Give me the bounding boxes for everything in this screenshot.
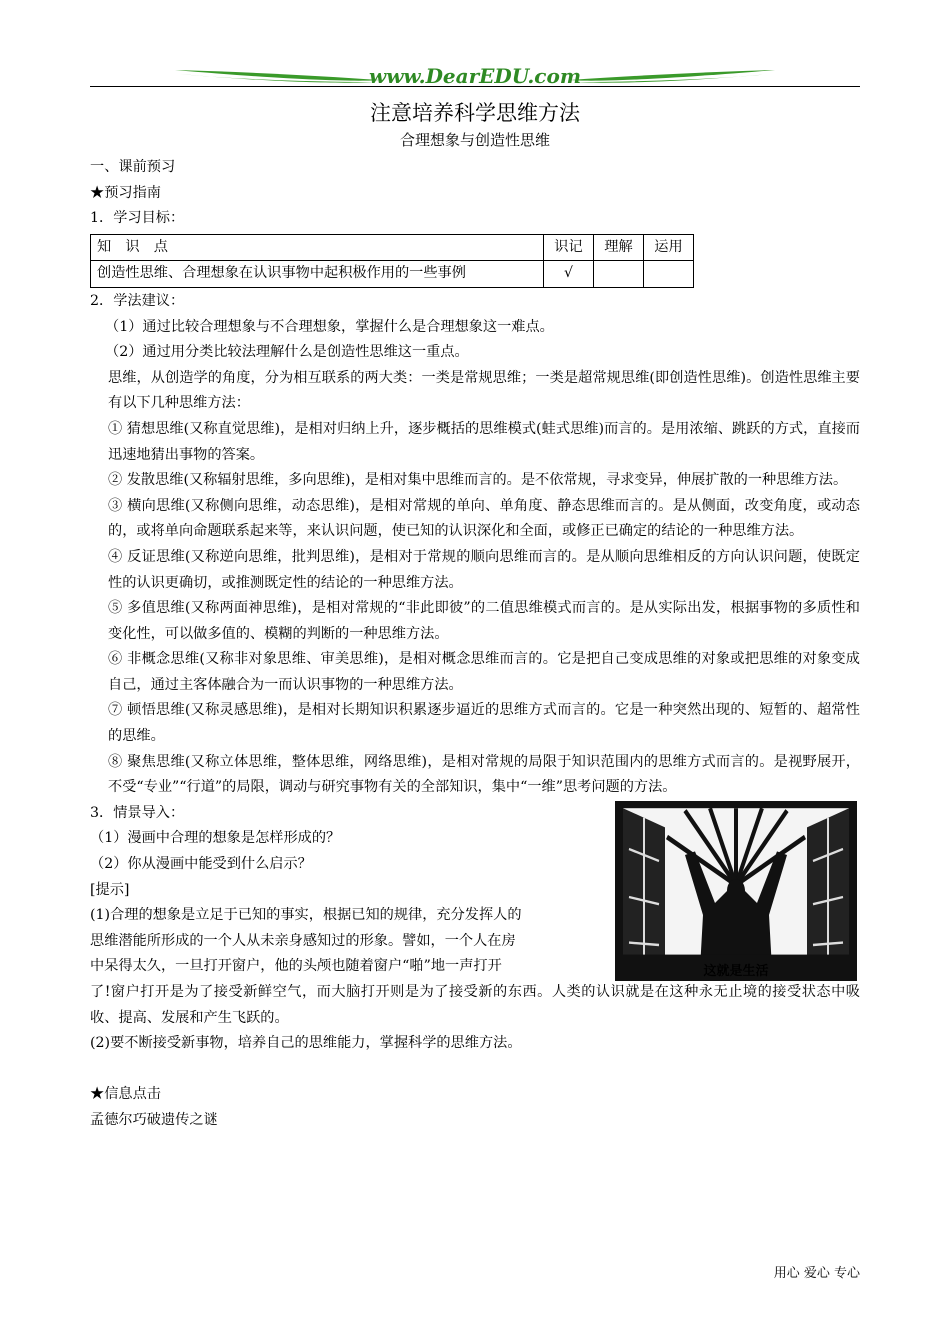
- table-header-row: [91, 234, 694, 261]
- list-item: ⑧ 聚焦思维(又称立体思维，整体思维，网络思维)，是相对常规的局限于知识范围内的思维方式而言的。是视野展开，不受“专业”“行道”的局限，调动与研究事物有关的全部知识，集中“一维”思考问题的方法。: [108, 753, 860, 796]
- method-item: （2）通过用分类比较法理解什么是创造性思维这一重点。: [105, 344, 469, 361]
- table-row: [91, 261, 694, 288]
- page-footer: 用心 爱心 专心: [773, 1266, 860, 1281]
- method-label: 2．学法建议：: [90, 292, 185, 309]
- list-item: ③ 横向思维(又称侧向思维，动态思维)，是相对常规的单向、单角度、静态思维而言的。是从侧面，改变角度，或动态的，或将单向命题联系起来等，来认识问题，使已知的认识深化和全面，或修正已确定的结论的一种思维方法。: [108, 497, 860, 540]
- list-item: ⑤ 多值思维(又称两面神思维)，是相对常规的“非此即彼”的二值思维模式而言的。是从实际出发，根据事物的多质性和变化性，可以做多值的、模糊的判断的一种思维方法。: [108, 600, 860, 642]
- table-header-cell: 运用: [644, 234, 694, 261]
- answer-line: (1)合理的想象是立足于已知的事实，根据已知的规律，充分发挥人的: [90, 907, 522, 924]
- list-item: ② 发散思维(又称辐射思维，多向思维)，是相对集中思维而言的。是不依常规，寻求变异，伸展扩散的一种思维方法。: [108, 472, 848, 489]
- document-body: [90, 155, 860, 1134]
- answer-paragraph: 了!窗户打开是为了接受新鲜空气，而大脑打开则是为了接受新的东西。人类的认识就是在这种永无止境的接受状态中吸收、提高、发展和产生飞跃的。: [90, 984, 860, 1026]
- page-title: 注意培养科学思维方法: [370, 101, 580, 125]
- question-item: （1）漫画中合理的想象是怎样形成的？: [90, 830, 341, 847]
- info-title: 孟德尔巧破遗传之谜: [90, 1111, 218, 1128]
- scene-section: [90, 801, 860, 980]
- answer-paragraph: (2)要不断接受新事物，培养自己的思维能力，掌握科学的思维方法。: [90, 1035, 522, 1052]
- intro-paragraph: 思维，从创造学的角度，分为相互联系的两大类：一类是常规思维；一类是超常规思维(即创造性思维)。创造性思维主要有以下几种思维方法：: [108, 369, 860, 412]
- cartoon-window-image: [615, 801, 857, 981]
- goals-label: 1．学习目标：: [90, 210, 185, 227]
- guide-heading: ★预习指南: [90, 184, 161, 201]
- table-header-cell: 知 识 点: [91, 234, 544, 261]
- cartoon-caption: 这就是生活: [703, 963, 769, 979]
- header-rule: [90, 86, 860, 87]
- page-subtitle: 合理想象与创造性思维: [399, 131, 550, 149]
- hint-label: [提示]: [90, 881, 130, 898]
- spacer: [90, 1057, 860, 1083]
- list-item: ① 猜想思维(又称直觉思维)，是相对归纳上升，逐步概括的思维模式(蛙式思维)而言的。是用浓缩、跳跃的方式，直接而迅速地猜出事物的答案。: [108, 420, 860, 463]
- table-cell: √: [544, 261, 594, 288]
- question-item: （2）你从漫画中能受到什么启示？: [90, 856, 312, 873]
- method-item: （1）通过比较合理想象与不合理想象，掌握什么是合理想象这一难点。: [105, 318, 554, 335]
- info-heading: ★信息点击: [90, 1086, 161, 1103]
- scene-label: 3．情景导入：: [90, 804, 185, 821]
- list-item: ④ 反证思维(又称逆向思维，批判思维)，是相对于常规的顺向思维而言的。是从顺向思维相反的方向认识问题，使既定性的认识更确切，或推测既定性的结论的一种思维方法。: [108, 548, 860, 591]
- answer-line: 中呆得太久，一旦打开窗户，他的头颅也随着窗户“啪”地一声打开: [90, 958, 502, 975]
- table-cell: [594, 261, 644, 288]
- section-heading: 一、课前预习: [90, 159, 176, 175]
- table-cell: 创造性思维、合理想象在认识事物中起积极作用的一些事例: [91, 261, 544, 288]
- list-item: ⑥ 非概念思维(又称非对象思维、审美思维)，是相对概念思维而言的。它是把自己变成思维的对象或把思维的对象变成自己，通过主客体融合为一而认识事物的一种思维方法。: [108, 651, 860, 693]
- site-logo-text: www.DearEDU.com: [368, 64, 582, 88]
- table-header-cell: 识记: [544, 234, 594, 261]
- list-item: ⑦ 顿悟思维(又称灵感思维)，是相对长期知识积累逐步逼近的思维方式而言的。它是一种突然出现的、短暂的、超常性的思维。: [108, 702, 860, 745]
- answer-line: 思维潜能所形成的一个人从未亲身感知过的形象。譬如，一个人在房: [90, 932, 516, 949]
- table-header-cell: 理解: [594, 234, 644, 261]
- table-cell: [644, 261, 694, 288]
- goals-table: [90, 234, 694, 288]
